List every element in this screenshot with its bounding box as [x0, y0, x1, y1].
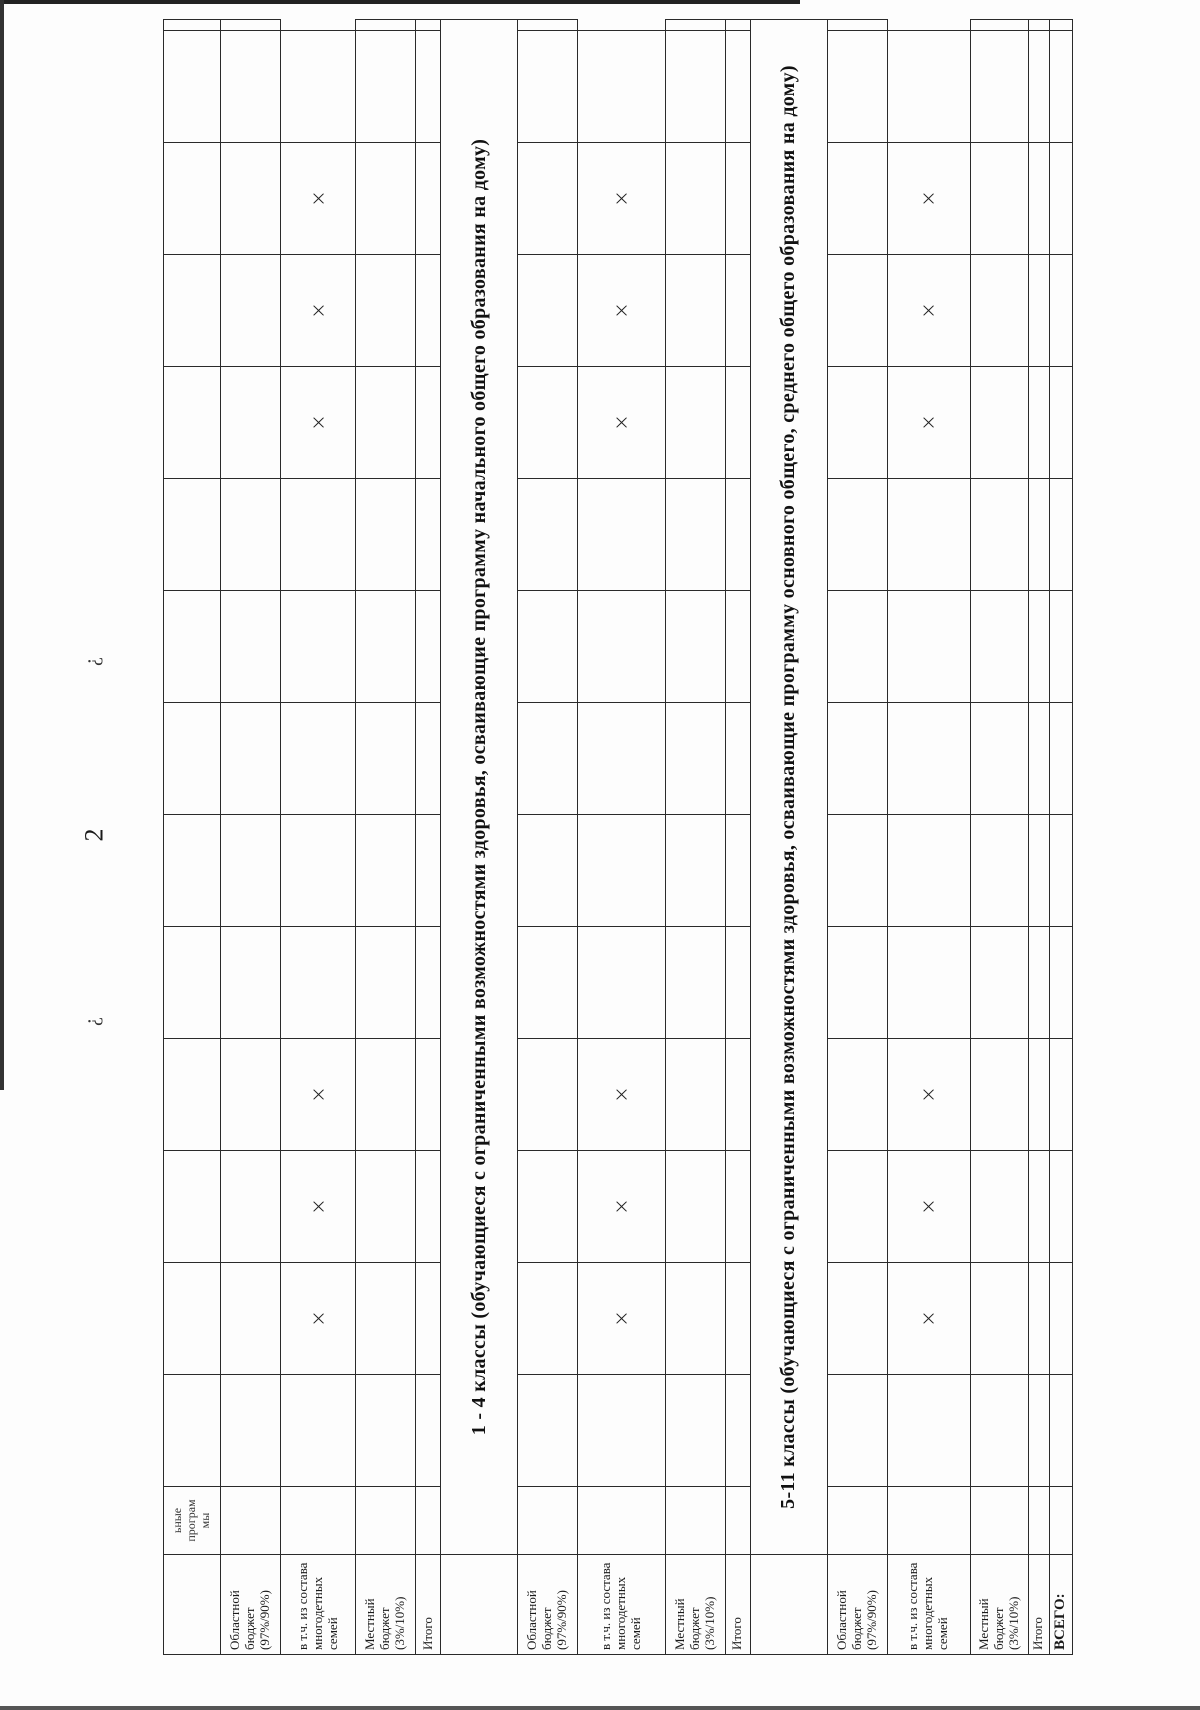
scan-edge-bottom — [0, 1706, 1200, 1710]
cross-mark: × — [281, 1263, 356, 1375]
row-label: Местный бюджет (3%/10%) — [356, 1555, 416, 1655]
row-label: Итого — [725, 1555, 750, 1655]
row-label: в т.ч. из состава многодетных семей — [578, 1555, 665, 1655]
cross-mark: × — [887, 1151, 970, 1263]
scan-edge-left — [0, 0, 4, 1090]
cross-mark: × — [578, 367, 665, 479]
section-blank-cell — [441, 1555, 518, 1655]
cross-mark: × — [281, 255, 356, 367]
cross-mark: × — [281, 1039, 356, 1151]
table-row — [356, 20, 416, 1655]
table-row — [1029, 20, 1050, 1655]
table-row — [281, 20, 356, 1655]
cross-mark: × — [578, 143, 665, 255]
table-row — [725, 20, 750, 1655]
cross-mark: × — [281, 1151, 356, 1263]
budget-table — [163, 19, 1073, 1655]
row-label: в т.ч. из состава многодетных семей — [281, 1555, 356, 1655]
section-header-row — [441, 20, 518, 1655]
row-label: Итого — [1029, 1555, 1050, 1655]
section-blank-cell — [750, 1555, 827, 1655]
table-row — [164, 20, 221, 1655]
table-row — [518, 20, 578, 1655]
header-blank-cell — [164, 1555, 221, 1655]
page-number: 2 — [79, 828, 109, 842]
table-row — [970, 20, 1028, 1655]
table-row — [827, 20, 887, 1655]
section-2-title: 5-11 классы (обучающиеся с ограниченными возможностями здоровья, осваивающие программу основного общего, среднего общего образования на дому) — [750, 20, 827, 1555]
cross-mark: × — [578, 1151, 665, 1263]
row-label: Местный бюджет (3%/10%) — [665, 1555, 725, 1655]
cross-mark: × — [887, 1039, 970, 1151]
cross-mark: × — [578, 255, 665, 367]
cross-mark: × — [281, 367, 356, 479]
scan-speck: ¿ — [80, 657, 103, 666]
scan-speck: ¿ — [80, 1017, 103, 1026]
table-row — [578, 20, 665, 1655]
row-label: Областной бюджет (97%/90%) — [518, 1555, 578, 1655]
table-row — [416, 20, 441, 1655]
row-label: Областной бюджет (97%/90%) — [827, 1555, 887, 1655]
row-label: Итого — [416, 1555, 441, 1655]
cross-mark: × — [578, 1039, 665, 1151]
cross-mark: × — [281, 143, 356, 255]
cross-mark: × — [887, 143, 970, 255]
cross-mark: × — [887, 367, 970, 479]
row-label: в т.ч. из состава многодетных семей — [887, 1555, 970, 1655]
section-1-title: 1 - 4 классы (обучающиеся с ограниченными возможностями здоровья, осваивающие программу начального общего образования на дому) — [441, 20, 518, 1555]
row-label: Областной бюджет (97%/90%) — [221, 1555, 281, 1655]
budget-table-sheet — [163, 20, 1073, 1655]
table-row — [887, 20, 970, 1655]
cross-mark: × — [578, 1263, 665, 1375]
grand-total-label: ВСЕГО: — [1049, 1555, 1072, 1655]
table-row — [1049, 20, 1072, 1655]
program-header-cell: ьные програм мы — [164, 1487, 221, 1555]
section-header-row — [750, 20, 827, 1655]
table-row — [221, 20, 281, 1655]
row-label: Местный бюджет (3%/10%) — [970, 1555, 1028, 1655]
scan-edge-top — [0, 0, 800, 4]
cross-mark: × — [887, 1263, 970, 1375]
table-row — [665, 20, 725, 1655]
cross-mark: × — [887, 255, 970, 367]
